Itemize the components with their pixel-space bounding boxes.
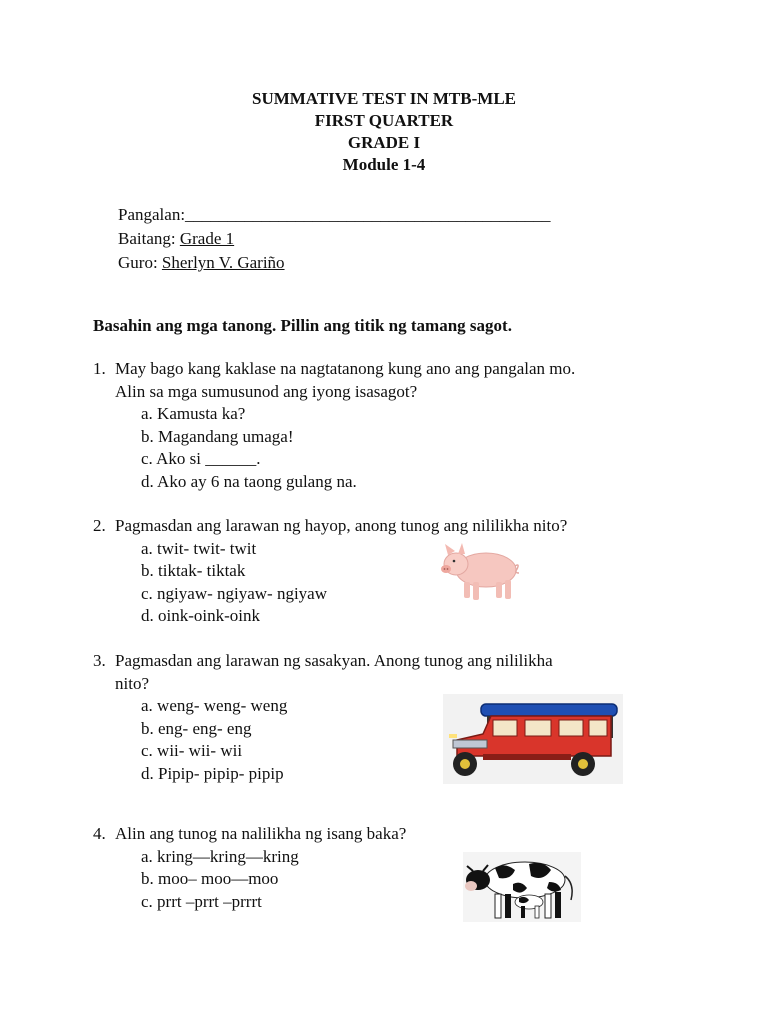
option-a: a. Kamusta ka? bbox=[141, 404, 246, 423]
grade-label: Baitang: bbox=[118, 229, 180, 248]
header-grade: GRADE I bbox=[347, 133, 421, 152]
header-title: SUMMATIVE TEST IN MTB-MLE bbox=[251, 89, 516, 108]
cow-image bbox=[463, 852, 581, 922]
document-header bbox=[0, 88, 768, 176]
option-d: d. Ako ay 6 na taong gulang na. bbox=[141, 471, 357, 491]
name-line bbox=[118, 203, 551, 227]
question-text: Pagmasdan ang larawan ng sasakyan. Anong tunog ang nililikha bbox=[115, 651, 553, 670]
header-quarter: FIRST QUARTER bbox=[314, 111, 454, 130]
question-number: 2. bbox=[93, 516, 106, 535]
option-b: b. tiktak- tiktak bbox=[141, 561, 246, 580]
option-b: b. Magandang umaga! bbox=[141, 426, 294, 446]
question-text: Pagmasdan ang larawan ng hayop, anong tunog ang nililikha nito? bbox=[115, 516, 568, 535]
option-a: a. twit- twit- twit bbox=[141, 538, 257, 558]
name-blank: ___________________________________________ bbox=[185, 205, 551, 224]
name-label: Pangalan: bbox=[118, 205, 186, 224]
question-number: 3. bbox=[93, 651, 106, 670]
question-1 bbox=[93, 358, 575, 493]
grade-value: Grade 1 bbox=[179, 229, 235, 248]
option-b: b. eng- eng- eng bbox=[141, 718, 252, 738]
option-c: c. prrt –prrt –prrrt bbox=[141, 891, 262, 911]
option-b: b. moo– moo—moo bbox=[141, 869, 279, 888]
header-module: Module 1-4 bbox=[342, 155, 426, 174]
option-a: a. kring—kring—kring bbox=[141, 846, 299, 866]
option-d: d. oink-oink-oink bbox=[141, 606, 260, 625]
question-text-cont: nito? bbox=[115, 673, 149, 693]
instruction: Basahin ang mga tanong. Pillin ang titik ng tamang sagot. bbox=[93, 316, 512, 335]
teacher-value: Sherlyn V. Gariño bbox=[161, 253, 285, 272]
question-number: 4. bbox=[93, 824, 106, 843]
option-a: a. weng- weng- weng bbox=[141, 696, 288, 715]
option-d: d. Pipip- pipip- pipip bbox=[141, 763, 284, 783]
question-text: May bago kang kaklase na nagtatanong kung ano ang pangalan mo. bbox=[115, 359, 576, 378]
option-c: c. wii- wii- wii bbox=[141, 741, 243, 760]
grade-line bbox=[118, 227, 551, 251]
question-4 bbox=[93, 823, 406, 913]
teacher-label: Guro: bbox=[118, 253, 162, 272]
student-info bbox=[118, 203, 551, 275]
question-text-cont: Alin sa mga sumusunod ang iyong isasagot? bbox=[115, 381, 418, 401]
question-text: Alin ang tunog na nalilikha ng isang baka? bbox=[115, 824, 407, 843]
question-number: 1. bbox=[93, 359, 106, 378]
option-c: c. ngiyaw- ngiyaw- ngiyaw bbox=[141, 583, 328, 603]
pig-image bbox=[440, 540, 520, 604]
teacher-line bbox=[118, 251, 551, 275]
jeepney-image bbox=[443, 694, 623, 784]
option-c: c. Ako si ______. bbox=[141, 449, 261, 468]
